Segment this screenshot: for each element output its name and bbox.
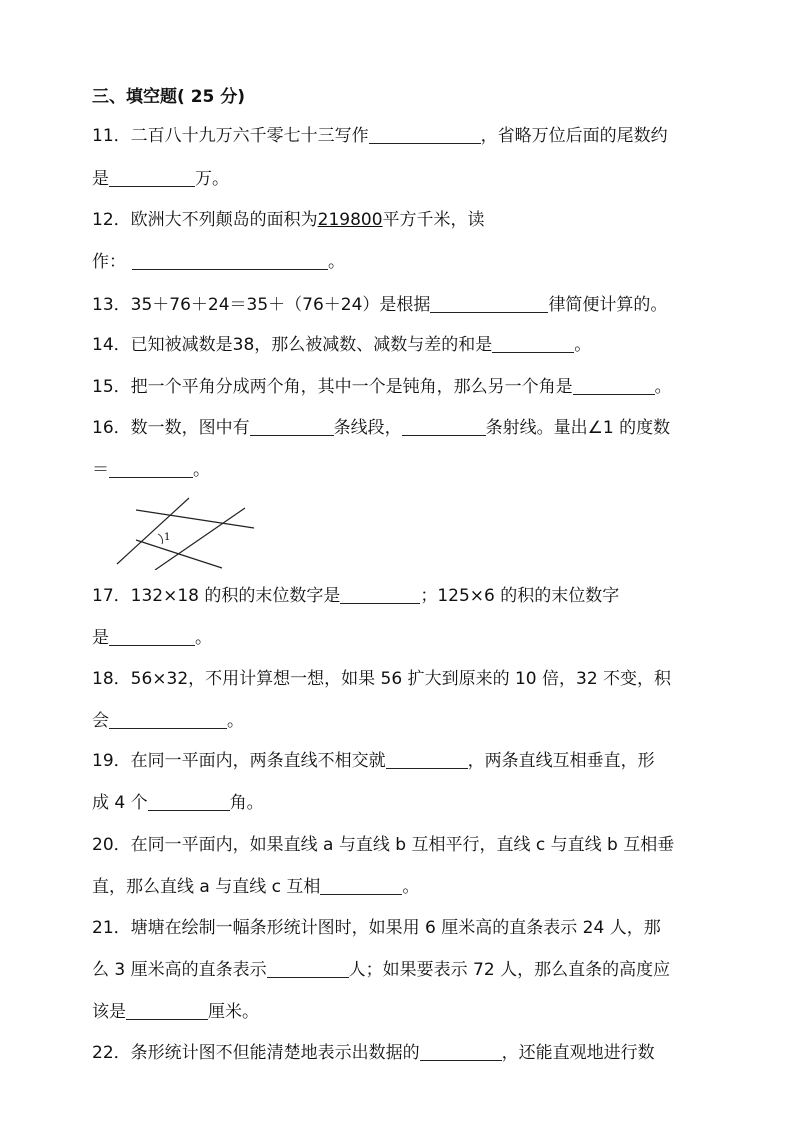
q21-text-d: 该是	[92, 1002, 126, 1022]
q19-blank-2[interactable]	[148, 792, 230, 811]
angle-1-arc	[158, 534, 163, 544]
q21-text-e: 厘米。	[208, 1002, 259, 1022]
lines-figure	[112, 494, 262, 570]
q17-text-d: 。	[195, 628, 212, 648]
question-12	[92, 209, 485, 231]
q12-text-c: 作：	[92, 252, 126, 272]
q19-text-d: 角。	[229, 793, 264, 813]
q18-blank-1[interactable]	[109, 710, 227, 729]
q17-text-c: 是	[92, 628, 109, 648]
q16-blank-2[interactable]	[402, 417, 486, 436]
section-title: 三、填空题( 25 分)	[92, 87, 246, 107]
question-17-cont	[92, 627, 212, 649]
q17-blank-1[interactable]	[340, 585, 420, 604]
q19-text-b: ，两条直线互相垂直，形	[467, 751, 655, 771]
q12-text-a: 12．欧洲大不列颠岛的面积为	[92, 210, 318, 230]
figure-line-top	[136, 510, 254, 528]
question-18-cont	[92, 710, 244, 732]
q20-text-b: 直，那么直线 a 与直线 c 互相	[92, 877, 321, 897]
q14-text-b: 。	[574, 335, 592, 355]
q12-text-d: 。	[328, 252, 345, 272]
q17-text-b: ；125×6 的积的末位数字	[420, 586, 620, 606]
q13-text-b: 律简便计算的。	[548, 295, 668, 315]
q16-text-c: 条射线。量出∠1 的度数	[485, 418, 671, 438]
question-19	[92, 750, 655, 772]
question-21-cont2	[92, 1001, 259, 1023]
q16-text-e: 。	[193, 460, 210, 480]
q11-blank-1[interactable]	[369, 125, 481, 144]
q22-text-b: ，还能直观地进行数	[501, 1043, 655, 1063]
question-20-cont	[92, 876, 419, 898]
q19-text-c: 成 4 个	[92, 793, 148, 813]
q11-blank-2[interactable]	[109, 168, 195, 187]
q14-blank-1[interactable]	[492, 334, 574, 353]
q21-blank-1[interactable]	[267, 959, 349, 978]
q21-blank-2[interactable]	[126, 1001, 208, 1020]
q22-blank-1[interactable]	[420, 1042, 502, 1061]
q11-text-a: 11．二百八十九万六千零七十三写作	[92, 126, 369, 146]
q15-text-a: 15．把一个平角分成两个角，其中一个是钝角，那么另一个角是	[92, 377, 573, 397]
q18-text-b: 会	[92, 711, 109, 731]
q12-blank-1[interactable]	[132, 251, 328, 270]
question-14	[92, 334, 591, 356]
q14-text-a: 14．已知被减数是38，那么被减数、减数与差的和是	[92, 335, 493, 355]
q18-text-a: 18．56×32，不用计算想一想，如果 56 扩大到原来的 10 倍，32 不变，积	[92, 669, 672, 689]
question-17	[92, 585, 619, 607]
q19-text-a: 19．在同一平面内，两条直线不相交就	[92, 751, 386, 771]
q16-blank-3[interactable]	[109, 459, 193, 478]
q11-text-b: ，省略万位后面的尾数约	[480, 126, 668, 146]
q17-blank-2[interactable]	[109, 627, 195, 646]
question-20	[92, 834, 674, 856]
question-13	[92, 294, 667, 316]
q12-text-b: 平方千米，读	[382, 210, 485, 230]
q20-text-a: 20．在同一平面内，如果直线 a 与直线 b 互相平行，直线 c 与直线 b 互相垂	[92, 835, 675, 855]
q15-blank-1[interactable]	[573, 376, 655, 395]
q16-text-b: 条线段，	[333, 418, 402, 438]
q12-area-number: 219800	[317, 210, 383, 230]
q13-blank-1[interactable]	[430, 294, 548, 313]
q18-text-c: 。	[227, 711, 244, 731]
q21-text-b: 么 3 厘米高的直条表示	[92, 960, 267, 980]
q20-blank-1[interactable]	[320, 876, 402, 895]
question-21-cont	[92, 959, 670, 981]
q16-blank-1[interactable]	[250, 417, 334, 436]
q21-text-c: 人；如果要表示 72 人，那么直条的高度应	[348, 960, 671, 980]
question-21	[92, 917, 661, 939]
question-12-cont	[92, 251, 345, 273]
q17-text-a: 17．132×18 的积的末位数字是	[92, 586, 341, 606]
question-15	[92, 376, 672, 398]
q19-blank-1[interactable]	[386, 750, 468, 769]
q16-text-d: ＝	[92, 460, 109, 480]
q21-text-a: 21．塘塘在绘制一幅条形统计图时，如果用 6 厘米高的直条表示 24 人，那	[92, 918, 661, 938]
q11-text-d: 万。	[195, 169, 229, 189]
question-16-cont	[92, 459, 210, 481]
question-19-cont	[92, 792, 264, 814]
q13-text-a: 13．35＋76＋24＝35＋（76＋24）是根据	[92, 295, 431, 315]
q16-text-a: 16．数一数，图中有	[92, 418, 250, 438]
question-11	[92, 125, 668, 147]
question-22	[92, 1042, 655, 1064]
question-11-cont	[92, 168, 229, 190]
q22-text-a: 22．条形统计图不但能清楚地表示出数据的	[92, 1043, 420, 1063]
q20-text-c: 。	[402, 877, 420, 897]
question-18	[92, 668, 671, 690]
q15-text-b: 。	[654, 377, 672, 397]
angle-1-label: 1	[164, 532, 171, 543]
q11-text-c: 是	[92, 169, 109, 189]
question-16	[92, 417, 670, 439]
